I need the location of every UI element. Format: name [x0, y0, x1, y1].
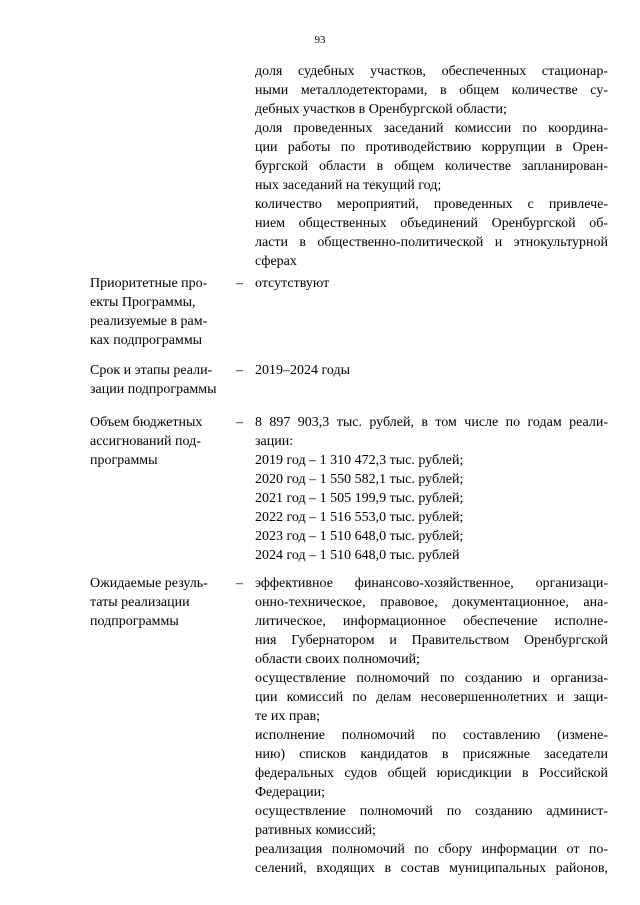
text-line: нию) списков кандидатов в присяжные заседатели	[255, 747, 608, 762]
label-line: реализуемые в рам-	[90, 314, 208, 329]
text-line: дебных участков в Оренбургской области;	[255, 102, 507, 117]
label-line: таты реализации	[90, 595, 190, 610]
text-line: 2019–2024 годы	[255, 363, 351, 378]
text-line: зации:	[255, 434, 294, 449]
text-line: осуществление полномочий по созданию и организа-	[255, 671, 608, 686]
section-label-priority-projects	[90, 274, 230, 350]
text-line: области своих полномочий;	[255, 652, 420, 667]
label-line: Объем бюджетных	[90, 415, 203, 430]
text-line: 2022 год – 1 516 553,0 тыс. рублей;	[255, 510, 464, 525]
label-line: программы	[90, 453, 158, 468]
text-line: 2021 год – 1 505 199,9 тыс. рублей;	[255, 491, 464, 506]
text-line: литическое, информационное обеспечение исполне-	[255, 614, 608, 629]
section-content-budget	[255, 413, 608, 565]
text-line: реализация полномочий по сбору информации от по-	[255, 842, 608, 857]
label-line: зации подпрограммы	[90, 382, 217, 397]
text-line: нием общественных объединений Оренбургской об-	[255, 216, 608, 231]
text-line: Федерации;	[255, 785, 326, 800]
text-line: доля проведенных заседаний комиссии по координа-	[255, 121, 608, 136]
label-line: Приоритетные про-	[90, 276, 208, 291]
label-line: Ожидаемые резуль-	[90, 576, 208, 591]
text-line: те их прав;	[255, 709, 321, 724]
section-content-term	[255, 361, 608, 380]
label-line: подпрограммы	[90, 614, 179, 629]
text-line: доля судебных участков, обеспеченных стационар-	[255, 64, 608, 79]
text-line: ративных комиссий;	[255, 823, 376, 838]
text-line: эффективное финансово-хозяйственное, организаци-	[255, 576, 608, 591]
section-content-priority-projects	[255, 274, 608, 293]
text-line: осуществление полномочий по созданию админист-	[255, 804, 608, 819]
section-label-expected-results	[90, 574, 230, 631]
text-line: 2023 год – 1 510 648,0 тыс. рублей;	[255, 529, 464, 544]
section-label-budget	[90, 413, 230, 470]
text-line: 2020 год – 1 550 582,1 тыс. рублей;	[255, 472, 464, 487]
text-line: бургской области в общем количестве запланирован-	[255, 159, 608, 174]
text-line: ции комиссий по делам несовершеннолетних и защи-	[255, 690, 608, 705]
section-dash: –	[236, 363, 243, 378]
label-line: ках подпрограммы	[90, 333, 203, 348]
text-line: ции работы по противодействию коррупции в Орен-	[255, 140, 608, 155]
section-dash: –	[236, 276, 243, 291]
section-content-expected-results	[255, 574, 608, 878]
text-line: ными металлодетекторами, в общем количестве су-	[255, 83, 608, 98]
text-line: сферах	[255, 254, 297, 269]
label-line: ассигнований под-	[90, 434, 201, 449]
text-line: 2019 год – 1 310 472,3 тыс. рублей;	[255, 453, 464, 468]
section-label-term	[90, 361, 230, 399]
text-line: онно-техническое, правовое, документационное, ана-	[255, 595, 608, 610]
text-line: отсутствуют	[255, 276, 330, 291]
label-line: Срок и этапы реали-	[90, 363, 213, 378]
text-line: исполнение полномочий по составлению (измене-	[255, 728, 608, 743]
text-line: 2024 год – 1 510 648,0 тыс. рублей	[255, 548, 460, 563]
text-line: 8 897 903,3 тыс. рублей, в том числе по годам реали-	[255, 415, 608, 430]
text-line: количество мероприятий, проведенных с привлече-	[255, 197, 608, 212]
text-line: ласти в общественно-политической и этнокультурной	[255, 235, 608, 250]
top-indicators-text	[255, 62, 608, 271]
section-dash: –	[236, 415, 243, 430]
text-line: ния Губернатором и Правительством Оренбургской	[255, 633, 608, 648]
page-number: 93	[314, 34, 326, 46]
text-line: ных заседаний на текущий год;	[255, 178, 442, 193]
text-line: селений, входящих в состав муниципальных районов,	[255, 861, 608, 876]
text-line: федеральных судов общей юрисдикции в Российской	[255, 766, 608, 781]
section-dash: –	[236, 576, 243, 591]
label-line: екты Программы,	[90, 295, 196, 310]
